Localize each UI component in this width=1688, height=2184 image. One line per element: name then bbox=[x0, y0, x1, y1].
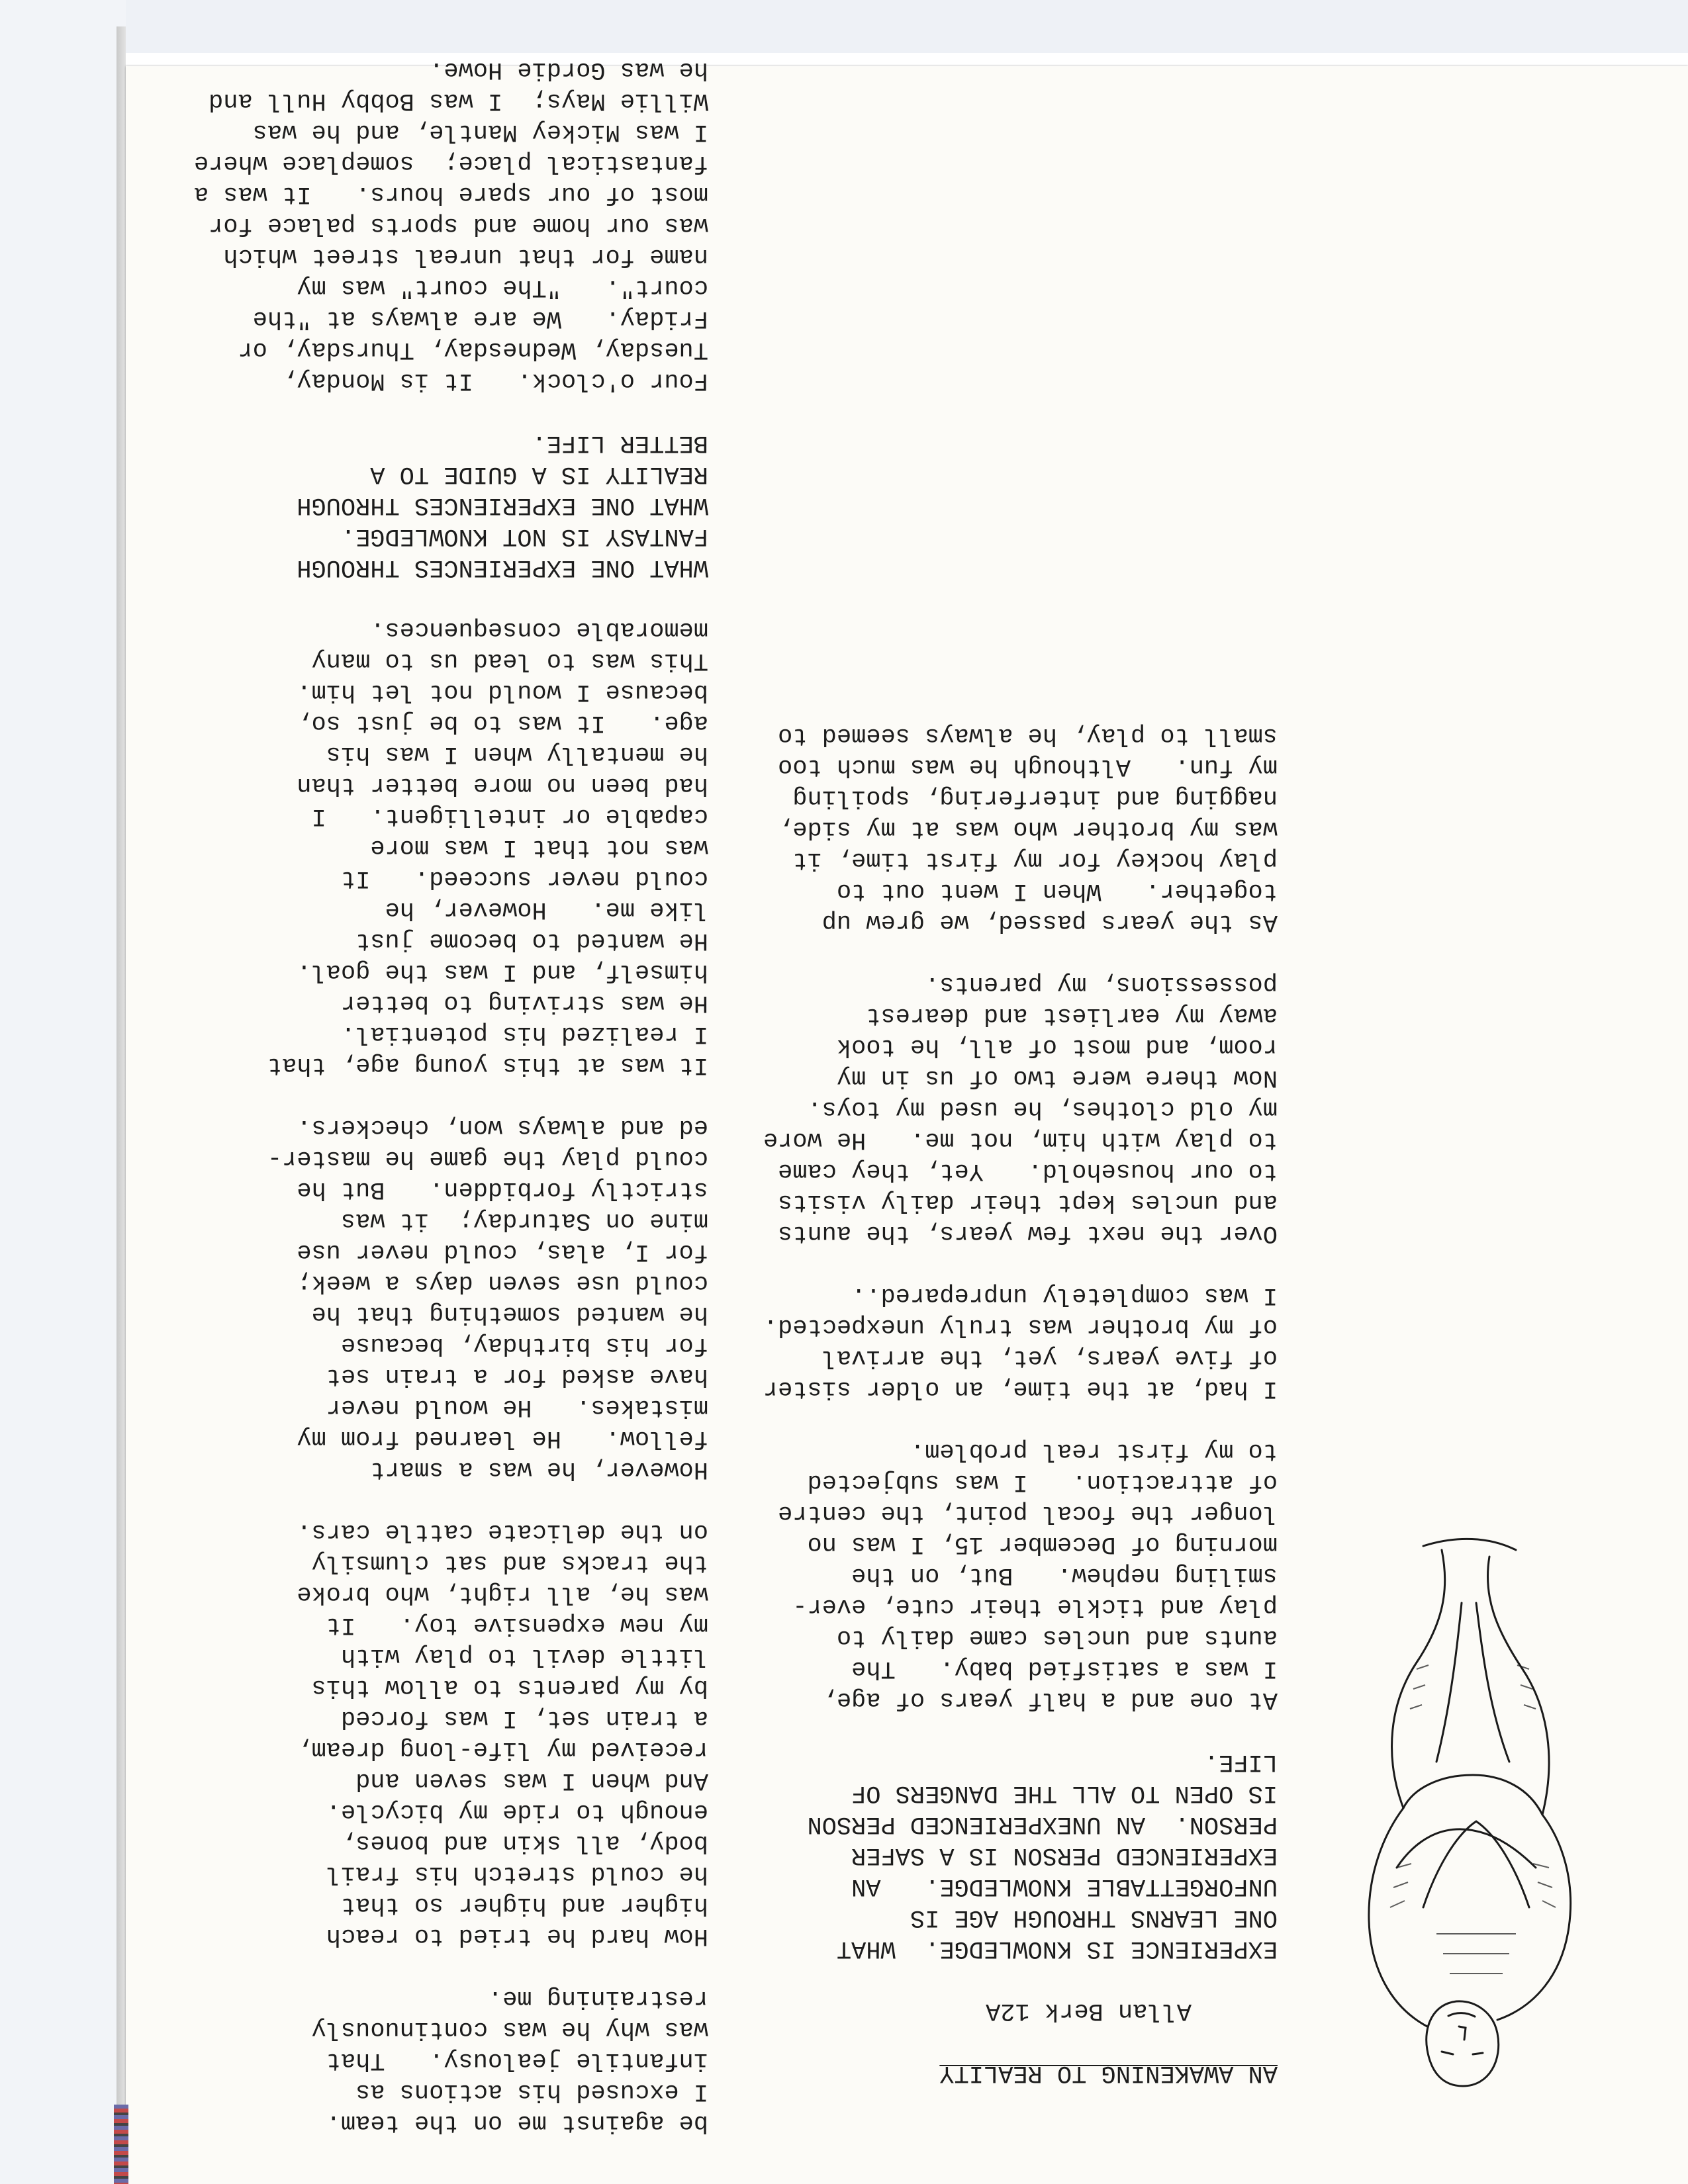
scanner-margin-left bbox=[0, 0, 126, 2184]
paragraph: At one and a half years of age, I was a satisfied baby. The aunts and uncles came daily to play and tickle their cute, ever- smiling nephew. But, on the morning of December 15, I was no longer the focal point, the centre of attraction. I was subjected to my first real problem. bbox=[778, 1437, 1278, 1713]
paragraph: It was at this young age, that I realized his potential. He was striving to better himself, and I was the goal. He wanted to become just like me. However, he could never succeed. It was not that I was more capable or intelligent. I had been no more better than he mentally when I was his age. It was to be just so, because I would not let him. This was to lead us to many memorable consequences. bbox=[267, 615, 708, 1079]
scanner-edge-shadow bbox=[117, 26, 126, 2184]
article-column-right bbox=[193, 23, 708, 2138]
paragraph: I had, at the time, an older sister of five years, yet, the arrival of my brother was truly unexpected. I was completely unprepared.. bbox=[763, 1281, 1278, 1402]
paragraph: WHAT ONE EXPERIENCES THROUGH FANTASY IS NOT KNOWLEDGE. WHAT ONE EXPERIENCES THROUGH REALITY IS A GUIDE TO A BETTER LIFE. bbox=[297, 429, 708, 581]
upside-down-page-content bbox=[126, 56, 1688, 2184]
paragraph: However, he was a smart fellow. He learned from my mistakes. He would never have asked for a train set for his birthday, because he wanted something that he could use seven days a week; for I, alas, could never use mine on Saturday; it was strictly forbidden. But he could play the game he master- ed and always won, checkers. bbox=[267, 1113, 708, 1483]
paragraph: be against me on the team. I excused his actions as infantile jealousy. That was why he was continuously restraining me. bbox=[311, 1984, 708, 2136]
article-column-left bbox=[708, 688, 1278, 2088]
article-title: AN AWAKENING TO REALITY bbox=[939, 2059, 1278, 2087]
paragraph: As the years passed, we grew up together. When I went out to play hockey for my first time, it was my brother who was at my side, nagging and interfering, spoiling my fun. Although he was much too small to play, he always seemed to bbox=[778, 721, 1278, 936]
paragraph: Four o'clock. It is Monday, Tuesday, Wednesday, Thursday, or Friday. We are always at "the court". "The court" was my name for that unreal street which was our home and sports palace for most of our spare hours. It was a fantastical place; someplace where I was Mickey Mantle, and he was Willie Mays; I was Bobby Hull and he was Gordie Howe. bbox=[193, 56, 708, 394]
article-intro: EXPERIENCE IS KNOWLEDGE. WHAT ONE LEARNS THROUGH AGE IS UNFORGETTABLE KNOWLEDGE. AN EXPERIENCED PERSON IS A SAFER PERSON. AN UNEXPERIENCED PERSON IS OPEN TO ALL THE DANGERS OF LIFE. bbox=[807, 1748, 1278, 1962]
paragraph: Over the next few years, the aunts and uncles kept their daily visits to our household. Yet, they came to play with him, not me. He wore my old clothes, he used my toys. Now there were two of us in my room, and most of all, he took away my earliest and dearest possessions, my parents. bbox=[763, 970, 1278, 1247]
paragraph: How hard he tried to reach higher and higher so that he could stretch his frail body, all skin and bones, enough to ride my bicycle. And when I was seven and received my life-long dream, a train set, I was forced by my parents to allow this little devil to play with my new expensive toy. It was he, all right, who broke the tracks and sat clumsily on the delicate cattle cars. bbox=[297, 1518, 708, 1950]
crouching-figure-illustration bbox=[1331, 1524, 1615, 2106]
article-author: Allan Berk 12A bbox=[986, 1997, 1192, 2025]
